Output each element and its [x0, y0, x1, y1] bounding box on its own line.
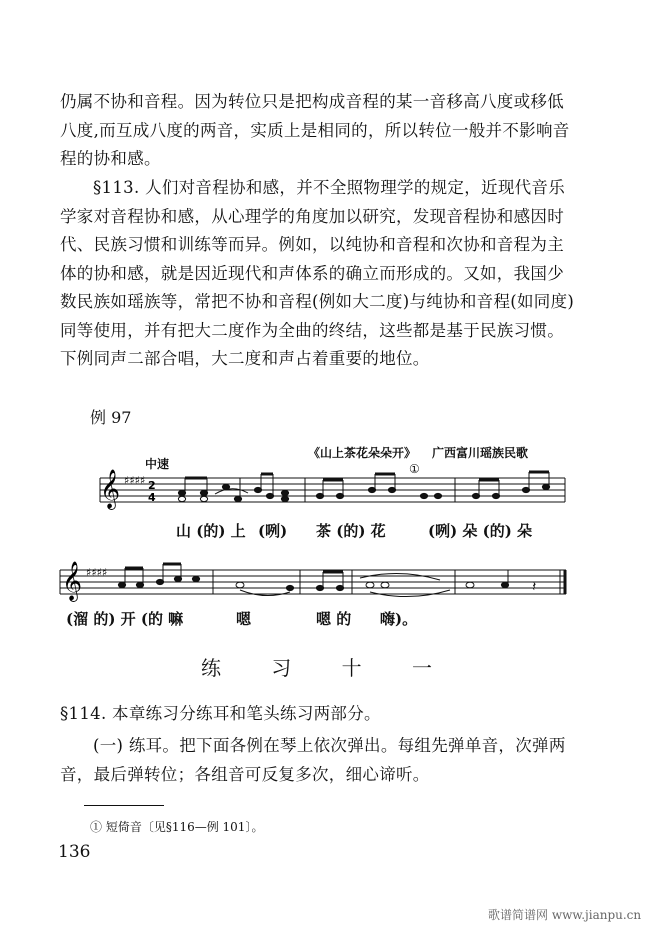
- treble-clef-2: 𝄞: [62, 561, 83, 601]
- staff-line-2: [60, 570, 566, 594]
- song-title: 《山上茶花朵朵开》: [308, 446, 417, 460]
- lyric-2-1: (溜 的) 开 (的 嘛: [66, 610, 184, 628]
- notes-line-1: [178, 472, 549, 502]
- page-number: 136: [58, 842, 91, 862]
- time-signature-top: 2: [148, 479, 156, 492]
- paragraph-ear-training: (一) 练耳。把下面各例在琴上依次弹出。每组先弹单音，次弹两音，最后弹转位；各组音可反复多次，细心谛听。: [60, 736, 566, 784]
- lyric-1-2: (咧): [258, 522, 288, 540]
- lyric-2-4: 嗨)。: [380, 610, 418, 628]
- svg-text:𝄽: 𝄽: [532, 579, 537, 595]
- treble-clef-1: 𝄞: [100, 469, 121, 509]
- paragraph-113: §113. 人们对音程协和感，并不全照物理学的规定，近现代音乐学家对音程协和感，从心理学的角度加以研究，发现音程协和感因时代、民族习惯和训练等而异。例如，以纯协和音程和次协和音程为主体的协和感，就是因近现代和声体系的确立而形成的。又如，我国少数民族如瑶族等，常把不协和音程(例如大二度)与纯协和音程(如同度)同等使用，并有把大二度作为全曲的终结，这些都是基于民族习惯。下例同声二部合唱，大二度和声占着重要的地位。: [60, 178, 575, 368]
- lyric-1-1: 山 (的) 上: [176, 522, 246, 540]
- footnote-mark: ①: [409, 462, 420, 476]
- lyric-2-2: 嗯: [236, 610, 252, 628]
- paragraph-114: §114. 本章练习分练耳和笔头练习两部分。: [60, 704, 381, 723]
- paragraph-continued: 仍属不协和音程。因为转位只是把构成音程的某一音移高八度或移低八度,而互成八度的两音，实质上是相同的，所以转位一般并不影响音程的协和感。: [60, 92, 570, 168]
- time-signature-bottom: 4: [148, 491, 156, 504]
- lyric-1-4: (咧) 朵 (的) 朵: [428, 522, 533, 540]
- footnote-rule: [84, 805, 164, 806]
- tempo-marking: 中速: [145, 457, 170, 471]
- song-source: 广西富川瑶族民歌: [432, 446, 529, 460]
- lyric-1-3: 茶 (的) 花: [316, 522, 386, 540]
- notes-line-2: [118, 564, 536, 597]
- key-signature-1: ♯♯♯♯: [124, 474, 146, 487]
- key-signature-2: ♯♯♯♯: [86, 566, 108, 579]
- section-title: 练 习 十 一: [200, 656, 455, 680]
- example-label: 例 97: [90, 408, 132, 427]
- watermark: 歌谱简谱网 www.jianpu.cn: [488, 908, 642, 922]
- lyric-2-3: 嗯 的: [316, 610, 352, 628]
- footnote: ① 短倚音〔见§116—例 101〕。: [90, 820, 264, 834]
